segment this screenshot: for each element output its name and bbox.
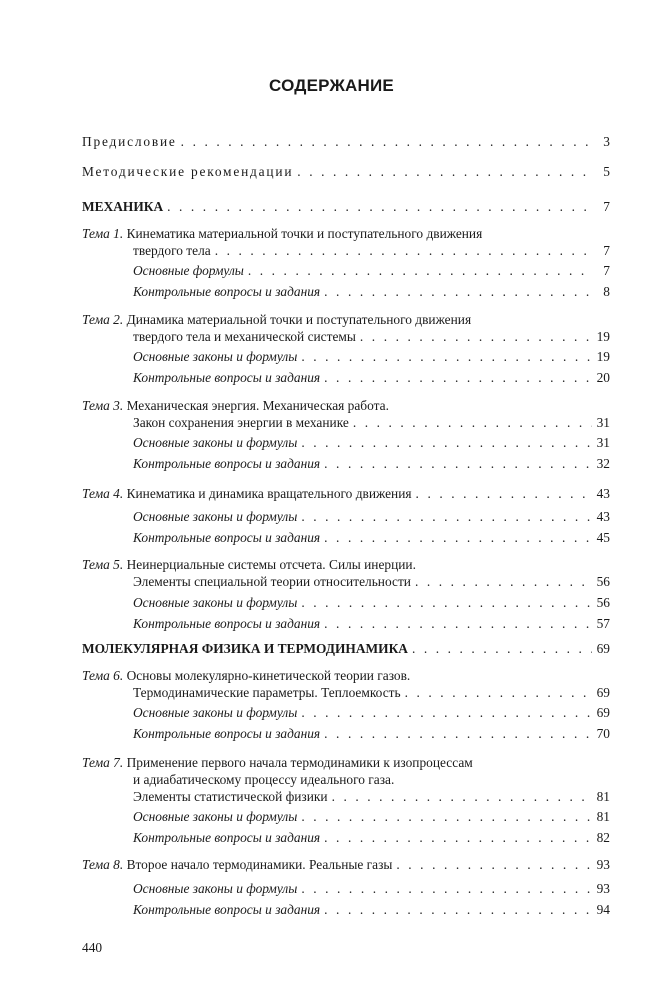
dot-leader bbox=[301, 508, 592, 525]
toc-subentry[interactable] bbox=[133, 508, 610, 525]
toc-page-number: 43 bbox=[596, 486, 610, 501]
dot-leader bbox=[297, 163, 592, 180]
toc-subentry[interactable] bbox=[133, 369, 610, 386]
toc-subentry-label: Контрольные вопросы и задания bbox=[133, 726, 321, 741]
theme-title-line: Механическая энергия. Механическая работа. bbox=[126, 398, 389, 413]
toc-page-number: 81 bbox=[596, 789, 610, 804]
toc-subentry-label: Контрольные вопросы и задания bbox=[133, 902, 321, 917]
dot-leader bbox=[324, 829, 592, 846]
toc-page-number: 7 bbox=[603, 243, 610, 258]
toc-page-number: 20 bbox=[596, 370, 610, 385]
toc-subentry-label: Контрольные вопросы и задания bbox=[133, 616, 321, 631]
dot-leader bbox=[360, 328, 592, 345]
toc-subentry[interactable] bbox=[133, 348, 610, 365]
toc-subentry-label: Контрольные вопросы и задания bbox=[133, 530, 321, 545]
toc-page-number: 32 bbox=[596, 456, 610, 471]
theme-number: Тема 3. bbox=[82, 398, 124, 413]
toc-page-number: 3 bbox=[603, 134, 610, 149]
dot-leader bbox=[396, 856, 592, 873]
toc-subentry[interactable] bbox=[133, 455, 610, 472]
toc-subentry[interactable] bbox=[133, 434, 610, 451]
toc-subentry[interactable] bbox=[133, 829, 610, 846]
theme-title-line: и адиабатическому процессу идеального газа. bbox=[133, 772, 395, 787]
dot-leader bbox=[324, 529, 592, 546]
dot-leader bbox=[324, 455, 592, 472]
dot-leader bbox=[301, 880, 592, 897]
dot-leader bbox=[301, 348, 592, 365]
theme-number: Тема 1. bbox=[82, 226, 124, 241]
page-number: 440 bbox=[82, 940, 103, 955]
theme-number: Тема 8. bbox=[82, 857, 124, 872]
toc-subentry[interactable] bbox=[133, 529, 610, 546]
toc-page-number: 57 bbox=[596, 616, 610, 631]
toc-page-number: 93 bbox=[596, 857, 610, 872]
toc-page-number: 56 bbox=[596, 595, 610, 610]
theme-title-line: твердого тела bbox=[133, 243, 211, 258]
toc-subentry-label: Основные законы и формулы bbox=[133, 705, 298, 720]
toc-subentry[interactable] bbox=[133, 880, 610, 897]
toc-entry-method[interactable] bbox=[82, 163, 610, 180]
theme-title-line: Кинематика материальной точки и поступательного движения bbox=[126, 226, 483, 241]
toc-page-number: 82 bbox=[596, 830, 610, 845]
toc-theme-2[interactable] bbox=[82, 311, 610, 345]
toc-subentry-label: Основные законы и формулы bbox=[133, 349, 298, 364]
toc-subentry[interactable] bbox=[133, 704, 610, 721]
dot-leader bbox=[301, 704, 592, 721]
theme-number: Тема 7. bbox=[82, 755, 124, 770]
dot-leader bbox=[167, 198, 592, 215]
toc-page-number: 31 bbox=[596, 415, 610, 430]
theme-title-line: Неинерциальные системы отсчета. Силы инерции. bbox=[126, 557, 416, 572]
dot-leader bbox=[215, 242, 592, 259]
toc-theme-4[interactable] bbox=[82, 485, 610, 502]
toc-subentry-label: Основные законы и формулы bbox=[133, 881, 298, 896]
dot-leader bbox=[405, 684, 592, 701]
toc-subentry-label: Контрольные вопросы и задания bbox=[133, 830, 321, 845]
toc-entry-label: Методические рекомендации bbox=[82, 164, 294, 179]
toc-subentry-label: Контрольные вопросы и задания bbox=[133, 284, 321, 299]
theme-title-line: Основы молекулярно-кинетической теории газов. bbox=[126, 668, 411, 683]
toc-theme-8[interactable] bbox=[82, 856, 610, 873]
theme-number: Тема 6. bbox=[82, 668, 124, 683]
toc-theme-6[interactable] bbox=[82, 667, 610, 701]
toc-page-number: 45 bbox=[596, 530, 610, 545]
dot-leader bbox=[301, 434, 592, 451]
dot-leader bbox=[412, 640, 592, 657]
toc-subentry[interactable] bbox=[133, 808, 610, 825]
theme-title-line: Кинематика и динамика вращательного движения bbox=[126, 486, 412, 501]
toc-section-label: МОЛЕКУЛЯРНАЯ ФИЗИКА И ТЕРМОДИНАМИКА bbox=[82, 641, 408, 656]
theme-title-line: твердого тела и механической системы bbox=[133, 329, 356, 344]
toc-theme-5[interactable] bbox=[82, 556, 610, 590]
toc-page-number: 8 bbox=[603, 284, 610, 299]
theme-title-line: Применение первого начала термодинамики к изопроцессам bbox=[126, 755, 473, 770]
toc-page-number: 19 bbox=[596, 349, 610, 364]
toc-subentry[interactable] bbox=[133, 594, 610, 611]
toc-page-number: 70 bbox=[596, 726, 610, 741]
toc-subentry[interactable] bbox=[133, 901, 610, 918]
toc-subentry-label: Основные законы и формулы bbox=[133, 809, 298, 824]
toc-page-number: 69 bbox=[596, 705, 610, 720]
toc-subentry-label: Контрольные вопросы и задания bbox=[133, 456, 321, 471]
dot-leader bbox=[324, 901, 592, 918]
toc-subentry-label: Основные законы и формулы bbox=[133, 595, 298, 610]
toc-section-molecular[interactable] bbox=[82, 640, 610, 657]
theme-number: Тема 5. bbox=[82, 557, 124, 572]
toc-page-number: 5 bbox=[603, 164, 610, 179]
page-title: СОДЕРЖАНИЕ bbox=[269, 76, 394, 95]
theme-title-line: Динамика материальной точки и поступательного движения bbox=[126, 312, 472, 327]
toc-entry-label: Предисловие bbox=[82, 134, 177, 149]
dot-leader bbox=[248, 262, 592, 279]
dot-leader bbox=[416, 485, 592, 502]
toc-subentry-label: Основные законы и формулы bbox=[133, 435, 298, 450]
toc-page-number: 31 bbox=[596, 435, 610, 450]
dot-leader bbox=[324, 283, 592, 300]
toc-subentry[interactable] bbox=[133, 725, 610, 742]
theme-title-line: Элементы статистической физики bbox=[133, 789, 328, 804]
dot-leader bbox=[301, 594, 592, 611]
dot-leader bbox=[415, 573, 592, 590]
dot-leader bbox=[181, 133, 592, 150]
toc-subentry[interactable] bbox=[133, 283, 610, 300]
toc-subentry-label: Контрольные вопросы и задания bbox=[133, 370, 321, 385]
toc-page-number: 7 bbox=[603, 263, 610, 278]
theme-title-line: Элементы специальной теории относительности bbox=[133, 574, 411, 589]
toc-section-mechanics[interactable] bbox=[82, 198, 610, 215]
toc-page-number: 93 bbox=[596, 881, 610, 896]
toc-page-number: 19 bbox=[596, 329, 610, 344]
toc-page-number: 7 bbox=[603, 199, 610, 214]
theme-title-line: Термодинамические параметры. Теплоемкость bbox=[133, 685, 401, 700]
toc-theme-7[interactable] bbox=[82, 754, 610, 805]
toc-theme-1[interactable] bbox=[82, 225, 610, 259]
toc-subentry-label: Основные формулы bbox=[133, 263, 244, 278]
dot-leader bbox=[353, 414, 592, 431]
dot-leader bbox=[324, 615, 592, 632]
toc-page-number: 69 bbox=[596, 685, 610, 700]
theme-title-line: Второе начало термодинамики. Реальные газы bbox=[126, 857, 393, 872]
theme-title-line: Закон сохранения энергии в механике bbox=[133, 415, 349, 430]
theme-number: Тема 2. bbox=[82, 312, 124, 327]
toc-page-number: 81 bbox=[596, 809, 610, 824]
toc-subentry-label: Основные законы и формулы bbox=[133, 509, 298, 524]
dot-leader bbox=[301, 808, 592, 825]
toc-entry-preface[interactable] bbox=[82, 133, 610, 150]
toc-section-label: МЕХАНИКА bbox=[82, 199, 164, 214]
dot-leader bbox=[332, 788, 592, 805]
toc-theme-3[interactable] bbox=[82, 397, 610, 431]
toc-page-number: 43 bbox=[596, 509, 610, 524]
theme-number: Тема 4. bbox=[82, 486, 124, 501]
toc-page-number: 69 bbox=[596, 641, 610, 656]
toc-subentry[interactable] bbox=[133, 615, 610, 632]
toc-page-number: 94 bbox=[596, 902, 610, 917]
dot-leader bbox=[324, 725, 592, 742]
toc-subentry[interactable] bbox=[133, 262, 610, 279]
dot-leader bbox=[324, 369, 592, 386]
toc-page-number: 56 bbox=[596, 574, 610, 589]
